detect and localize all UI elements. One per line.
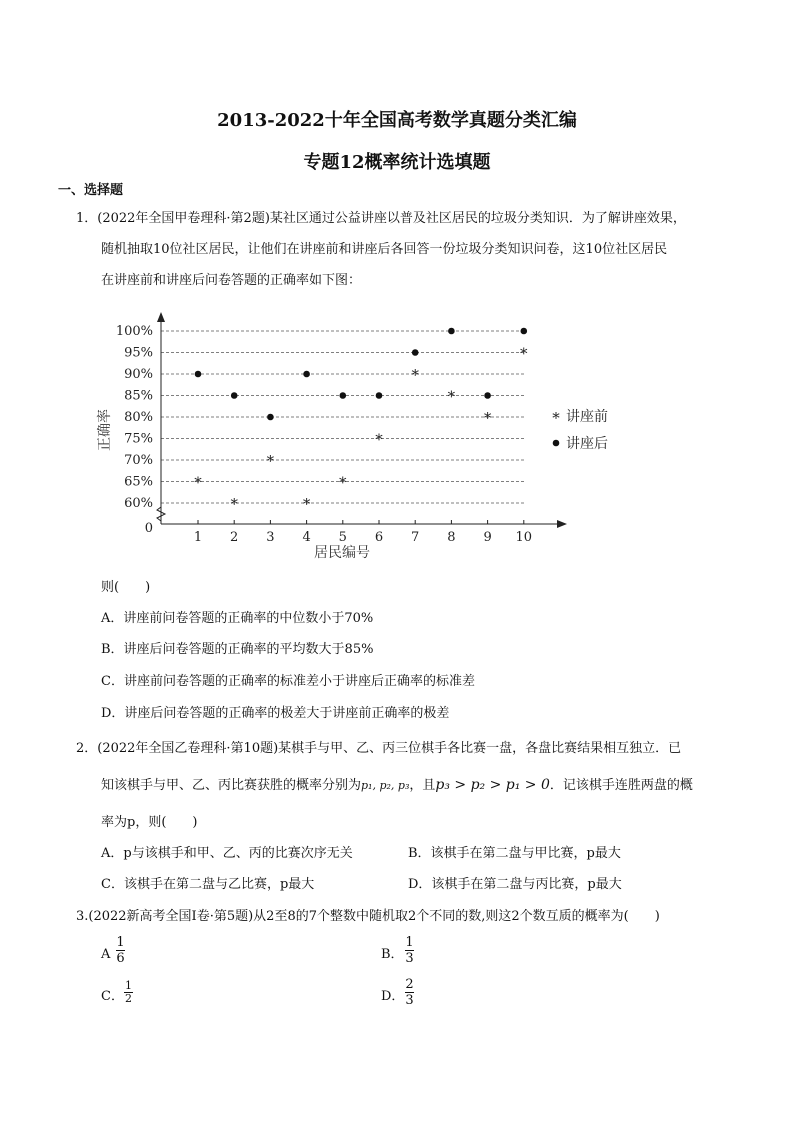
x-tick-label: 1 bbox=[193, 530, 203, 545]
q2-line2-and: ，且 bbox=[409, 778, 436, 793]
y-tick-label: 70% bbox=[124, 453, 153, 468]
y-tick-label: 75% bbox=[124, 431, 153, 447]
fraction-denominator: 2 bbox=[125, 992, 132, 1005]
q1-option-c[interactable]: C．讲座前问卷答题的正确率的标准差小于讲座后正确率的标准差 bbox=[101, 674, 475, 689]
q2-line2-end: ．记该棋手连胜两盘的概 bbox=[549, 778, 693, 793]
q3-option-c-fraction[interactable] bbox=[124, 980, 133, 1005]
q1-option-a[interactable]: A．讲座前问卷答题的正确率的中位数小于70% bbox=[101, 611, 374, 626]
q2-option-c[interactable]: C．该棋手在第二盘与乙比赛，p最大 bbox=[101, 877, 315, 892]
accuracy-scatter-chart bbox=[95, 310, 655, 568]
q1-line3: 在讲座前和讲座后问卷答题的正确率如下图： bbox=[101, 273, 362, 288]
q3-option-b-label[interactable]: B． bbox=[381, 947, 404, 962]
x-axis-label: 居民编号 bbox=[314, 545, 370, 561]
q1-option-d[interactable]: D．讲座后问卷答题的正确率的极差大于讲座前正确率的极差 bbox=[101, 706, 450, 721]
point-after-lecture bbox=[267, 414, 274, 421]
point-after-lecture bbox=[195, 371, 202, 378]
point-before-lecture: * bbox=[483, 409, 492, 427]
x-tick-label: 3 bbox=[266, 530, 275, 545]
q1-line1: 1．(2022年全国甲卷理科·第2题)某社区通过公益讲座以普及社区居民的垃圾分类知识．为了解讲座效果， bbox=[76, 211, 686, 226]
y-tick-labels bbox=[116, 324, 153, 536]
point-before-lecture: * bbox=[375, 430, 383, 449]
legend-marker-after bbox=[553, 440, 560, 447]
q3-option-a-label[interactable]: A bbox=[101, 947, 111, 962]
fraction-denominator: 3 bbox=[405, 993, 414, 1008]
chart-axes bbox=[157, 312, 567, 528]
y-tick-label: 0 bbox=[144, 521, 153, 536]
y-axis-label: 正确率 bbox=[97, 409, 113, 451]
fraction-numerator: 1 bbox=[405, 935, 414, 950]
y-tick-label: 95% bbox=[124, 345, 153, 361]
fraction-numerator: 2 bbox=[405, 977, 414, 992]
x-tick-label: 2 bbox=[230, 530, 239, 545]
y-tick-label: 65% bbox=[124, 474, 153, 490]
y-tick-label: 85% bbox=[124, 388, 153, 404]
q3-option-a-fraction[interactable] bbox=[116, 935, 125, 966]
point-before-lecture: * bbox=[447, 387, 456, 406]
point-before-lecture: * bbox=[411, 366, 419, 384]
q2-option-a[interactable]: A．p与该棋手和甲、乙、丙的比赛次序无关 bbox=[101, 846, 353, 861]
q2-inequality: p₃ > p₂ > p₁ > 0 bbox=[435, 777, 550, 793]
x-tick-label: 8 bbox=[447, 530, 456, 545]
q2-option-b[interactable]: B．该棋手在第二盘与甲比赛，p最大 bbox=[408, 846, 621, 861]
point-after-lecture bbox=[376, 392, 383, 399]
q2-line2 bbox=[101, 776, 693, 795]
point-after-lecture bbox=[340, 392, 347, 399]
q3-option-d-fraction[interactable] bbox=[405, 977, 414, 1008]
chart-legend bbox=[552, 409, 608, 452]
x-axis-arrow bbox=[557, 520, 567, 528]
fraction-denominator: 3 bbox=[405, 951, 414, 966]
x-tick-label: 7 bbox=[411, 530, 420, 545]
legend-marker-before: * bbox=[552, 409, 560, 427]
q1-then: 则( ) bbox=[101, 580, 151, 595]
y-axis-arrow bbox=[157, 312, 165, 322]
point-after-lecture bbox=[484, 392, 491, 399]
point-after-lecture bbox=[521, 328, 528, 335]
q2-option-d[interactable]: D．该棋手在第二盘与丙比赛，p最大 bbox=[408, 877, 622, 892]
x-tick-label: 9 bbox=[483, 530, 492, 545]
point-after-lecture bbox=[231, 392, 238, 399]
y-tick-label: 80% bbox=[124, 410, 153, 425]
point-before-lecture: * bbox=[266, 452, 275, 470]
q1-line2: 随机抽取10位社区居民，让他们在讲座前和讲座后各回答一份垃圾分类知识问卷，这10位社区居民 bbox=[101, 242, 668, 257]
q1-option-b[interactable]: B．讲座后问卷答题的正确率的平均数大于85% bbox=[101, 642, 374, 657]
y-tick-label: 60% bbox=[124, 496, 153, 511]
x-tick-label: 4 bbox=[302, 530, 311, 545]
point-before-lecture: * bbox=[194, 473, 202, 492]
q2-probability-vars: p₁, p₂, p₃ bbox=[361, 779, 410, 792]
q2-line2-text: 知该棋手与甲、乙、丙比赛获胜的概率分别为 bbox=[101, 778, 362, 793]
point-before-lecture: * bbox=[520, 344, 528, 363]
q3-line1: 3.(2022新高考全国I卷·第5题)从2至8的7个整数中随机取2个不同的数,则这2个数互质的概率为( ) bbox=[76, 909, 660, 924]
point-after-lecture bbox=[448, 328, 455, 335]
legend-label: 讲座后 bbox=[566, 436, 608, 452]
q3-option-c-label[interactable]: C． bbox=[101, 989, 124, 1004]
q2-line3: 率为p，则( ) bbox=[101, 815, 198, 830]
point-before-lecture: * bbox=[302, 495, 311, 513]
q3-option-d-label[interactable]: D． bbox=[381, 989, 405, 1004]
y-tick-label: 100% bbox=[115, 324, 153, 339]
fraction-numerator: 1 bbox=[125, 979, 132, 992]
document-title: 2013-2022十年全国高考数学真题分类汇编 bbox=[217, 110, 577, 131]
q3-option-b-fraction[interactable] bbox=[405, 935, 414, 966]
fraction-numerator: 1 bbox=[116, 935, 125, 950]
x-tick-label: 10 bbox=[515, 530, 533, 545]
document-subtitle: 专题12概率统计选填题 bbox=[303, 152, 491, 173]
point-before-lecture: * bbox=[230, 495, 238, 513]
data-points bbox=[194, 328, 528, 513]
fraction-denominator: 6 bbox=[116, 951, 125, 966]
y-tick-label: 90% bbox=[124, 367, 153, 382]
point-after-lecture bbox=[412, 349, 419, 356]
point-before-lecture: * bbox=[339, 473, 347, 492]
x-tick-label: 5 bbox=[338, 530, 347, 545]
x-tick-label: 6 bbox=[374, 530, 384, 545]
legend-label: 讲座前 bbox=[566, 409, 608, 425]
point-after-lecture bbox=[303, 371, 310, 378]
q2-line1: 2．(2022年全国乙卷理科·第10题)某棋手与甲、乙、丙三位棋手各比赛一盘，各盘比赛结果相互独立．已 bbox=[76, 741, 682, 756]
section-heading: 一、选择题 bbox=[58, 183, 124, 198]
